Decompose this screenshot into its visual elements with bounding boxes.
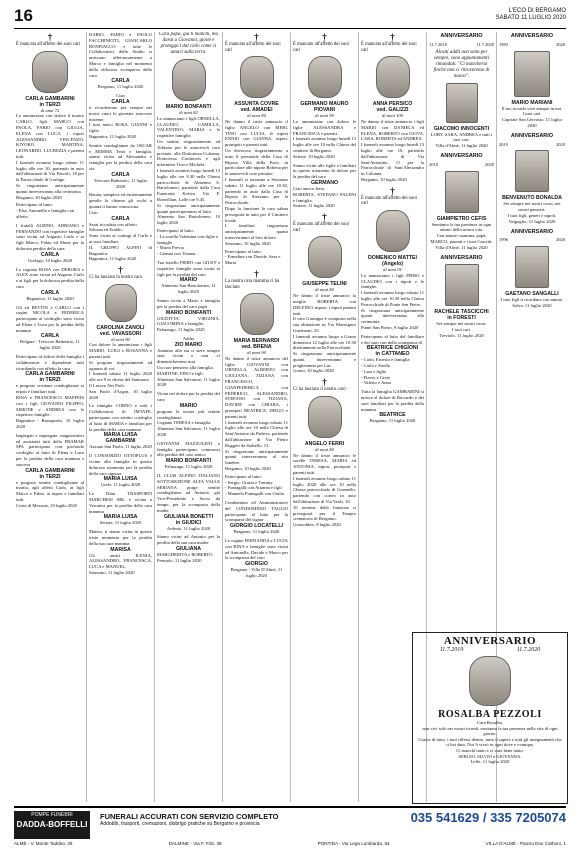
anniversary-heading: ANNIVERSARIO [440, 152, 483, 159]
condolence-text: Vicini nel dolore per la perdita del caro [157, 391, 220, 403]
anniversary-dates [429, 42, 494, 48]
condolence-text: Sarai ricordata con affetto. Silvana ed Eraldo. Sono vicini ai coniugi al Carlo e ai suoi familiari. IL GRUPPO ALPINI di Bagnatica Bagnatica, 11 luglio 2020 [89, 221, 152, 262]
address-alme: ALMÈ - V. Monte Taddeo, 28 [14, 841, 73, 846]
deceased-age: di anni 84 [247, 113, 266, 119]
condolence-text: IL CLUB ALPINO ITALIANO SOTTOSEZIONE ALTA VALLE SERIANA porge sentite condoglianze ad Antonio, già Vice-Presidente e Socio da tempo, per la scomparsa della madre [157, 473, 220, 513]
condolence-text: Sentite condoglianze da OSCAR e MIMMA Terzi e famiglia, siamo vicini ad Alessandro e famiglia per la perdita della cara zia [89, 142, 152, 171]
condolence-place-date: Bergamo - Villa D'Almè, 11 luglio 2020 [230, 567, 283, 578]
portrait-photo [105, 284, 137, 322]
notice-text: Ne danno il triste annuncio del figlio GIOVANNI con ORNELLA, ALBERTO con GIULIANA, TIZIANA con FRANCESCO, GIANFEDERICA con FEDERICO, ALESSANDRO, STEFANO con TIZIANA, DAVIDE con CHIARA, i pronipoti BEATRICE, DIEGO e parenti tutti. I funerali avranno luogo sabato 11 luglio alle ore 10 nella Chiesa di Sant'Antonio da Padova, partendo dall'abitazione di Via Pietro Ruggeri da Stabello, 13. Si ringraziano anticipatamente quanti interverranno al rito funebre. Bergamo, 10 luglio 2020 [225, 355, 288, 472]
deceased-name: BENVENUTO BONALDA [502, 195, 562, 202]
condolence-name: GIULIANA BONETTI in GIUDICI [163, 513, 214, 526]
condolence-text: GIUDITTA, VIRGINIA, GIACOMINA e famiglie. Palazzago, 11 luglio 2020 [157, 315, 220, 333]
condolence-text: Siamo vicini alle figlie e familiari in questo momento di dolore per la perdita del caro [293, 162, 356, 180]
condolence-name: MARIA LUISA [103, 514, 138, 521]
notice-text: Lo annunciano i figli ORNELLA, CLAUDIO, CAMILLA, VALENTINO, MARIA e le rispettive famiglie. Un sentito ringraziamento ad Adriano per le amorevoli cure prestate, alla Dottoressa Colonna, Dottoressa Cortinovis e agli infermieri Tino e Michela. I funerali avranno luogo lunedì 13 luglio alle ore 9.30 nella Chiesa parrocchiale di Almenno S. Bartolomeo, partendo dalla Casa Funeraria Kelvin Via F. Bonvillian, Lalle ore 9.45. Si ringraziano anticipatamente quanti parteciperanno al lutto. Almenno San Bartolomeo, 10 luglio 2020 [157, 115, 220, 226]
condolence-text: ti ricorderemo per sempre nei nostri cuori le giornate trascorse insieme. I tuoi amici ROSA, GIANNI e figlie. Bagnatica, 11 luglio 2020 [89, 104, 152, 139]
notice-text: Con dolore lo annunciano i figli MARIO, LUIGI e ROSANNA e parenti tutti. Si porgono ringraziamenti ad ognuno di voi. I funerali sabato 11 luglio 2020 alle ore 9 in chiesa del Santuario. Il Lavoro Nei Pioli. San Paolo d'Argon, 10 luglio 2020 [89, 342, 152, 400]
logo-line-2: DADDA-BOFFELLI [16, 820, 88, 829]
condolence-name: MARIA LUISA [103, 476, 138, 483]
obituary-column-1 [16, 32, 84, 802]
portrait-photo [445, 171, 479, 213]
portrait-photo [240, 293, 274, 335]
deceased-name: ASSUNTA COVRE ved. AMADEI [234, 101, 279, 114]
condolence-text: porgono le nostre più sentite condoglianze. Cognata TERESA e famiglia. Almenno San Salvatore, 11 luglio 2020 [157, 408, 220, 438]
newspaper-name: L'ECO DI BERGAMO [508, 8, 566, 14]
condolence-name: CARLA GAMBARINI in TERZI [25, 467, 75, 480]
deceased-name: GIAMPIETRO CEFIS [436, 215, 487, 222]
participants-list: Partecipano al lutto: - Elsa, Antonella e famiglia con affetto [16, 202, 75, 219]
deceased-name: CARLA GAMBARINI in TERZI [25, 95, 75, 108]
condolence-name: MARIO [179, 277, 198, 284]
portrait-photo [514, 51, 550, 97]
condolence-text: Gli amici ILENIA, ALESSANDRO, FRANCESCA, LUCA e MANUEL. Stezzano, 11 luglio 2020 [89, 552, 152, 575]
farewell-word: Ciao [116, 93, 125, 99]
condolence-name: GIORGIO LOCATELLI [230, 523, 283, 530]
portrait-photo [240, 56, 274, 98]
notice-text: Ne danno il triste annuncio il figlio ANGELO con MERI, TINO con LUCIA, le nipoti ENNIO con GIANNA, nipoti, pronipoti e parenti tutti. Un doveroso ringraziamento a tutto il personale della Casa di Riposo Villa della Pace, in particolare alle nipote Roberta per le amorevoli cure prestate. I funerali si terranno a Stezzano sabato 11 luglio alle ore 10.30, partendo in auto dalla Casa di Riposo di Stezzano per la Parrocchiale. Dopo la funzione la cara salma proseguirà in auto per il Cimitero locale. I familiari ringraziano anticipatamente quanti interverranno al loro dolore. Stezzano, 10 luglio 2020 [225, 118, 288, 246]
condolence-place-date: Almenno San Bartolomeo, 11 luglio 2020 [161, 283, 216, 295]
anniversary-text: Il tuo ricordo vive sempre in noi. I tuoi cari. Capriate San Gervasio, 11 luglio 2020 [501, 105, 563, 128]
condolence-name: CARLA [40, 251, 60, 258]
condolence-name: ZIO MARIO [174, 341, 203, 348]
condolence-place-date: Palazzago, 11 luglio 2020 [164, 464, 213, 470]
participants-list: - Carla, Ernesto e famiglia - Carla e Sirello - Lara e figlie - Flavio e Grete - Valerio e Anna [361, 357, 410, 386]
address-pontida: PONTIDA - Via Lega Lombarda, 64 [317, 841, 390, 846]
anniversary-column-1 [429, 32, 494, 630]
notice-text: Lo annunciano con dolore le figlie ALESSANDRA e FRANCESCA e parenti. I funerali avranno luogo lunedì 13 luglio alle ore 10 nella Chiesa del cimitero di Bergamo. Seriate, 10 luglio 2020 [293, 118, 356, 159]
cross-icon: † [254, 268, 259, 279]
anniversary-date-end: 11.7.2020 [476, 41, 494, 47]
featured-anniversary-dates [413, 647, 567, 653]
portrait-photo [376, 210, 410, 252]
deceased-name: CAROLINA ZANOLI ved. VAVASSORI [96, 324, 145, 337]
condolence-text: La cognata ROSA con DEBORA e ALEX sono vicini ad Augusto Carlo e ai figli per la dolorosa perdita della cara [16, 266, 84, 289]
cross-icon: † [322, 32, 327, 42]
featured-anniversary-box [412, 632, 568, 804]
deceased-age: di anni 82 [179, 110, 198, 115]
portrait-photo [445, 264, 479, 306]
deceased-age: di anni 59 [315, 113, 334, 119]
condolence-text: La famiglia CORNO e tutti i Collaboratori di IMTAFE, partecipano con sentito cordoglio al lutto di MARIA e familiari per la perdita della cara mamma [89, 403, 152, 432]
memorial-quote: Alcuni addii non sono per sempre, sono appuntamenti rimandati. "Ci mancherai finché non ci ritroveremo di nuovo". [433, 49, 490, 79]
anniversary-date-end: 2020 [556, 141, 565, 147]
condolence-text: e porgono cristiane condoglianze ai nipoti e familiari tutti. RINA e FRANCESCO MAFFEIS con i figli GIOVANNI FILIPPO, SIMONE e ANDREA con le rispettive famiglie. Bagnatica - Brusaporto, 10 luglio 2020 [16, 383, 84, 430]
notice-intro: Ci ha lasciato la nostra cara [89, 275, 142, 281]
deceased-name: MARIA BERNARDI ved. BRENA [233, 338, 280, 351]
portrait-photo [376, 56, 410, 98]
notice-text: Lo annunciano con dolore il marito CARLO, figli MARCO con PAOLA, FABIO con GIULIA, ELENA con LUCA, i nipoti ALESSANDRO, VINCENZO, KIYOKO, MARTINA, LEONARDO, LUCREZIA e parenti tutti. I funerali avranno luogo sabato 11 luglio alle ore 10, partendo in auto dall'abitazione di Via Pascoli, 18 per la Parrocchiale di Gorlago. Si ringraziano anticipatamente quanti interverranno alla cerimonia. Bergamo, 10 luglio 2020 [16, 113, 84, 200]
notice-intro: La nostra cara mamma ci ha lasciato [225, 278, 280, 290]
condolence-text: Le cugine FERNANDA e LUCIA con RINA e famiglie sono vicini ad Antonella, Davide e Marco per la scomparsa del caro [225, 538, 288, 561]
condolence-name: MARIO BONFANTI [165, 458, 212, 465]
anniversary-dates [499, 142, 565, 148]
notice-intro: Ci ha lasciato il nostro caro [293, 387, 346, 393]
condolence-text: Amiamo alla zia ci siete sempre stati vicini e non vi dimenticheremo mai. Un caro pensiero alla famiglia. MARTINE, PINO e figli. Almenno San Salvatore, 11 luglio 2020 [157, 347, 220, 388]
featured-date-end: 11.7.2020 [516, 647, 541, 653]
portrait-photo [469, 656, 511, 706]
anniversary-date-end: 2020 [556, 41, 565, 47]
anniversary-date-start: 1983 [499, 41, 508, 47]
notice-text: Ne danno il triste annuncio i figli MARIO con DANIELA ed ELENA, ROBERTO con OLIVA, LARA, ROBERTA ed ANDREA. I funerali avranno luogo lunedì 13 luglio alle ore 10, partendo dall'abitazione di Via Sant'Antonino, 11 per la Parrocchiale di Sant'Alessandro in Colonna. Bergamo, 10 luglio 2020 [361, 118, 424, 182]
farewell-word: Addio [182, 335, 195, 341]
notice-intro: È mancata all'affetto dei suoi cari [16, 42, 81, 47]
portrait-photo [515, 246, 549, 288]
column-divider [290, 32, 291, 802]
condolence-place-date: Seriate, 11 luglio 2020 [99, 520, 142, 526]
condolence-place-date: Gorlago, 10 luglio 2020 [27, 257, 73, 263]
anniversary-date-start: 2010 [429, 161, 438, 167]
condolence-place-date: Gorle, 11 luglio 2020 [100, 482, 141, 488]
condolence-name: CARLA [111, 215, 130, 222]
condolence-text: Buona, semplice ed estremamente gentile la chiamo gli occhi a quanta ti hanno conosciuta. Ciao [89, 192, 152, 215]
cross-icon: † [390, 185, 395, 196]
condolence-text: Siamo vicini a Mario e famiglia per la perdita del caro papà [157, 297, 220, 309]
portrait-photo [32, 51, 68, 93]
portrait-photo [308, 56, 342, 98]
deceased-name: MARIO MARIANI [511, 99, 553, 106]
deceased-age: di anni 84 [315, 287, 334, 293]
condolence-text: I fratelli ALBINO, ADRIANO e FERNANDO con rispettive famiglie sono vicini ad Augusto Carlo e ai figli Marco, Fabio ed Elena per la dolorosa perdita della cara [16, 222, 84, 251]
ad-addresses [14, 841, 566, 846]
condolence-place-date: Bergamo, 11 luglio 2020 [369, 418, 416, 424]
logo-line-1: POMPE FUNEBRI [31, 812, 73, 818]
funeral-service-ad [14, 806, 566, 844]
ad-subtitle: Addobbi, trasporti, cremazioni, disbrigo pratiche su Bergamo e provincia [100, 821, 260, 827]
condolence-place-date: Bagnatica, 11 luglio 2020 [26, 295, 74, 301]
anniversary-date-end: 2020 [485, 161, 494, 167]
anniversary-dates [499, 42, 565, 48]
notice-intro: È mancato all'affetto dei suoi cari [293, 222, 349, 233]
deceased-age: di anni 84 [315, 446, 334, 452]
anniversary-date-start: 11.7.2018 [429, 41, 447, 47]
featured-anniversary-text: Cara Rosalba, non vivi solo nei nostri ricordi, sentiamo la tua presenza nella vita di ogni giorno. Grazie di tutto, i tuoi riflessi dentro, tutto il sapere e tutti gli insegnamenti che ci hai dato, Noi li vivrò in ogni dove e ovunque. Ci manchi tanto e ci vuoi bene tanto. SERGIO, SILVIO e GIOVANNA. Leffe, 11 luglio 2020 [418, 720, 562, 765]
funeral-home-logo [14, 811, 90, 839]
condolence-place-date: Ardesio, 11 luglio 2020 [166, 525, 211, 531]
anniversary-heading: ANNIVERSARIO [510, 33, 554, 39]
condolence-name: GIULIANA [175, 546, 202, 552]
condolence-text: Tutta la famiglia GAMBARINI si unisce al dolore di Riccardo e dei suoi familiari per la perdita della mamma [361, 389, 424, 412]
obituary-column-2 [89, 32, 152, 802]
condolence-place-date: Azzano San Paolo, 11 luglio 2020 [89, 444, 152, 450]
memorial-quote: Cara papà, già ti manchi, ma darai a Giovanni, gioite e proteggici dal cielo come ci amavi sulla terra. [158, 32, 219, 55]
condolence-name: CARLA [111, 98, 130, 105]
condolence-text: Partecipano al lutto del familiare e dei suoi cari della scomparsa di [361, 333, 424, 345]
column-divider [222, 32, 223, 802]
deceased-name: ANNA PERSICO ved. GALIZZI [372, 101, 413, 114]
condolence-name: BEATRICE [379, 412, 406, 419]
obituary-column-5 [293, 32, 356, 802]
page-header [14, 8, 566, 29]
notice-intro: È mancato all'affetto dei suoi cari [293, 42, 349, 53]
cross-icon: † [47, 32, 53, 42]
column-divider [154, 32, 155, 802]
deceased-name: MARIO BONFANTI [165, 104, 212, 110]
anniversary-text: I tuoi figli ti ricordano con amore. Solza, 11 luglio 2020 [500, 297, 564, 308]
anniversary-heading: ANNIVERSARIO [440, 33, 483, 39]
anniversary-text: LORY, SARA, ANDREA e tutti i tuoi cari. Villa d'Almè, 11 luglio 2020 [430, 131, 493, 149]
condolence-text: e porgono sentite condoglianze al marito, agli affetti Carlo, ai figli Marco e Fabio, ai nipoti e familiari tutti. Costa di Mezzate, 10 luglio 2020 [16, 479, 84, 508]
condolence-text: Ciao amico Jerry. ROBERTA, STEFANO PALENI e famiglia. Seriate, 11 luglio 2020 [293, 185, 356, 209]
condolence-name: GIORGIO [245, 561, 268, 568]
condolence-text: DARIO, FABIO e PAOLO FACCHINETTI, GIANCARLO BONFIACCO e tutte le Collaboratrici dello Studio si uniscono affettuosamente a Marco e famiglia nel momento della dolorosa scomparsa della cara [89, 32, 152, 78]
cross-icon: † [118, 265, 123, 276]
deceased-name: RACHELE TASCICCHI in FORESTI [434, 309, 489, 322]
featured-date-start: 11.7.2019 [439, 647, 464, 653]
obituary-column-3 [157, 32, 220, 802]
condolence-name: BEATRICE CHIGIONI in CATTANEO [366, 345, 419, 358]
anniversary-date-end: 2020 [556, 237, 565, 243]
condolence-name: MARIA LUISA GAMBARINI [103, 432, 138, 445]
column-divider [86, 32, 87, 802]
anniversary-date-start: 1996 [499, 237, 508, 243]
notice-text: Lo annunciano i figli PIERO e CLAUDIO con i nipoti e le famiglie. I funerali avranno luogo sabato 11 luglio alle ore 10.30 nella Chiesa Parrocchiale di Ponte San Pietro. Si ringraziano anticipatamente quanti interverranno alla cerimonia. Ponte San Pietro, 9 luglio 2020 [361, 272, 424, 330]
cross-icon: † [390, 32, 395, 42]
condolence-place-date: Bergamo, 11 luglio 2020 [97, 84, 144, 90]
anniversary-dates [499, 237, 565, 243]
condolence-name: MARIO [179, 402, 198, 409]
condolence-place-date: Trescore Balneario, 11 luglio 2020 [93, 177, 148, 189]
featured-anniversary-title: ANNIVERSARIO [443, 635, 537, 647]
condolence-text: Mattea, ti siamo vicini in questo triste momento per la perdita della tua cara mamma [89, 529, 152, 546]
portrait-photo [308, 236, 342, 278]
condolence-name: CARLA [111, 78, 130, 85]
ad-title: FUNERALI ACCURATI CON SERVIZIO COMPLETO [100, 812, 279, 821]
portrait-photo [446, 83, 478, 123]
condolence-name: MARIO BONFANTI [165, 309, 212, 316]
deceased-age: di anni 100 [382, 113, 403, 119]
condolence-place-date: Bolgare - Trescore Balneario, 11 luglio 2020 [20, 339, 80, 351]
cross-icon: † [322, 377, 327, 388]
deceased-name: ANGELO FERRI [304, 440, 345, 447]
condolence-text: MARGHERITA e ROBERTO. Premolo, 11 luglio 2020 [157, 552, 214, 563]
condolence-name: CARLA [40, 289, 60, 296]
condolence-text: Partecipano al dolore della famiglia i collaboratori e dipendenti tutti ricordando con affetto la cara [16, 354, 84, 371]
condolence-text: Siamo vicini ad Antonio per la perdita della sua cara madre [157, 534, 220, 546]
anniversary-text: Sei sempre nei nostri cuori, nei nostri pensieri. I tuoi figli, generi e nipoti. Valgoglio, 11 luglio 2020 [503, 201, 561, 224]
issue-date: SABATO 11 LUGLIO 2020 [495, 15, 566, 21]
cross-icon: † [254, 32, 259, 42]
address-dalmine: DALMINE - Via F. Filzi, 39 [168, 841, 222, 846]
anniversary-column-2 [499, 32, 565, 630]
featured-deceased-name: ROSALBA PEZZOLI [438, 709, 542, 720]
anniversary-text: Sentiamo la tua presenza in ogni attimo della nostra vita. Con amore: mamma, papà, MARCO, parenti e i tuoi Cascitti. Villa d'Almè, 11 luglio 2020 [430, 221, 493, 250]
notice-text: Ne danno il triste annuncio la moglie ROBERTA con DELFINO, nipote, i nipoti parenti tutti. Il caro Giuseppe è composto nella sua abitazione in Via Monsignor Guerinoni, 25. I funerali avranno luogo a Gorno domenica 12 luglio alle ore 10.30 direttamente nella Parrocchiale. Si ringraziano anticipatamente quanti interverranno e pregheranno per Lui. Gorno, 10 luglio 2020 [293, 293, 356, 374]
newspaper-masthead [496, 8, 566, 22]
anniversary-heading: ANNIVERSARIO [510, 228, 554, 235]
column-divider [358, 32, 359, 802]
participants-list: Partecipano al lutto: - La sorella Valentina con figlie e famiglie - Mario Previa - Gianna con Tiziana [157, 227, 219, 257]
deceased-name: GIUSEPPE TELINI [302, 281, 347, 288]
address-villa-dalme: VILLA D'ALMÈ - Piazza Don Carboni, 1 [485, 841, 566, 846]
participants-list: Partecipano al lutto: - Sergio, Grazia e Tommy - Fumagalli con Arianna e figli - Manuela Fumagalli con Giulia [225, 473, 284, 497]
condolence-text: Tua fratello PIERO con GIUSY e rispettive famiglie sono vicini ai figli per la perdita del caro [157, 259, 220, 277]
anniversary-dates [429, 162, 494, 168]
condolence-name: MARISA [110, 546, 131, 553]
condolence-place-date: Bergamo, 11 luglio 2020 [233, 529, 280, 535]
notice-intro: È mancato all'affetto dei suoi cari [361, 195, 417, 207]
notice-text: Ne danno il triste annuncio le sorelle TERESA, MARIA ed ANTONIA, nipoti, pronipoti e parenti tutti. I funerali avranno luogo sabato 11 luglio 2020 alle ore 10 nella Chiesa parrocchiale di Grumello, partendo con corteo in auto dall'abitazione di Via Verdi, 10. Al termine della funzione si proseguirà per il Tempio crematorio di Bergamo. Grassobbio, 8 luglio 2020 [293, 452, 356, 528]
notice-intro: È mancata all'affetto dei suoi cari [361, 42, 417, 53]
obituary-column-4 [225, 32, 288, 802]
condolence-text: Gli zii RETTIN e CARLO con i cugini NICOLA e FEDERICA partecipano al cordoglio sono vicini ad Elena e Luca per la perdita della mamma [16, 304, 84, 333]
deceased-name: GERMANO MAURO PIOVANI [300, 101, 349, 114]
condolence-name: CARLA [111, 171, 130, 178]
deceased-name: GIACOMO INNOCENTI [433, 125, 490, 132]
condolence-text: Impiegati e impiegate, magazzinieri ed assistenti tutti della FRAMAR SPA partecipano con profondo cordoglio al lutto di Elena e Luca per la perdita della cara mamma e suocera [16, 432, 84, 467]
notice-intro: È mancata all'affetto dei suoi cari [225, 42, 281, 53]
condolence-text: GIOVANNI MAZZOLENI e famiglia partecipano commossi alla perdita del caro amico [157, 440, 220, 458]
anniversary-heading: ANNIVERSARIO [510, 132, 554, 139]
deceased-age: di anni 72 [40, 107, 60, 113]
anniversary-date-start: 2019 [499, 141, 508, 147]
condolence-name: CARLA [40, 333, 60, 340]
ad-phone-numbers: 035 541629 / 335 7205074 [410, 810, 566, 825]
deceased-age: di anni 94 [247, 350, 266, 356]
cross-icon: † [322, 212, 327, 223]
participants-list: Partecipano al lutto: - Ermelina con Davide, Sara e Marta [225, 248, 281, 266]
condolence-text: Il CONSORZIO OTTOPLUS è vicino alla famiglia in questo doloroso momento per la perdita della cara signora [89, 453, 152, 476]
condolence-text: Condominio ed Amministratore del CONDOMINIO TAGLIO partecipano al lutto per la scomparsa del signor [225, 500, 288, 523]
deceased-age: di anni 90 [111, 336, 130, 342]
deceased-age: di anni 91 [383, 266, 402, 272]
portrait-photo [515, 150, 549, 192]
anniversary-text: Sei sempre nei nostri cuori. I tuoi cari. Treviolo, 11 luglio 2020 [436, 321, 487, 338]
anniversary-heading: ANNIVERSARIO [440, 254, 483, 261]
portrait-photo [172, 59, 206, 101]
deceased-name: GAETANO SANGALLI [505, 291, 559, 298]
condolence-name: GERMANO [310, 179, 339, 186]
condolence-text: La Ditta TRASPORTI MARCHESI SRL è vicina a Veronica per la perdita della cara mamma [89, 491, 152, 514]
condolence-name: CARLA GAMBARINI in TERZI [25, 371, 75, 384]
portrait-photo [308, 396, 342, 438]
deceased-name: DOMENICO MATTEI (Angelo) [368, 254, 417, 267]
page-number: 16 [14, 6, 33, 25]
